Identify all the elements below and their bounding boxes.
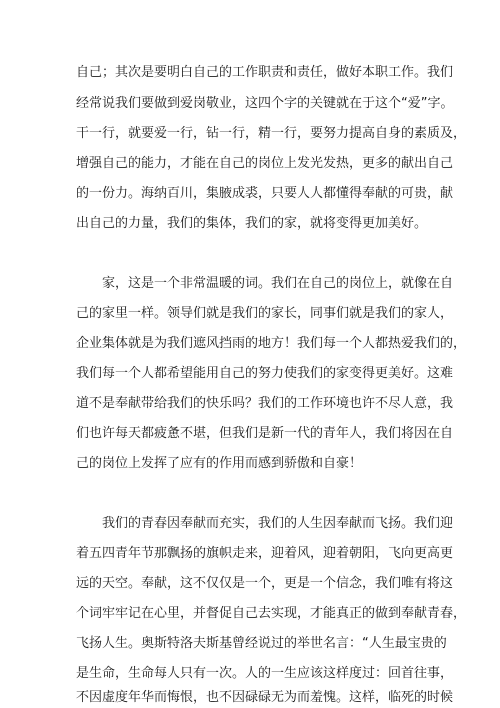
paragraph-3-line-4: 个词牢牢记在心里，并督促自己去实现，才能真正的做到奉献青春， [76,606,467,621]
paragraph-2-line-5: 道不是奉献带给我们的快乐吗？我们的工作环境也许不尽人意，我 [76,396,454,411]
paragraph-2-line-3: 企业集体就是为我们遮风挡雨的地方！我们每一个人都热爱我们的， [76,336,467,351]
paragraph-1-line-3: 干一行，就要爱一行，钻一行，精一行，要努力提高自身的素质及， [76,126,467,141]
paragraph-3-line-5: 飞扬人生。奥斯特洛夫斯基曾经说过的举世名言：“人生最宝贵的 [76,636,447,651]
paragraph-2-line-2: 己的家里一样。领导们就是我们的家长，同事们就是我们的家人， [76,306,454,321]
paragraph-2-line-6: 们也许每天都疲惫不堪，但我们是新一代的青年人，我们将因在自 [76,426,454,441]
paragraph-1-line-4: 增强自己的能力，才能在自己的岗位上发光发热，更多的献出自己 [76,156,454,171]
paragraph-3-line-2: 着五四青年节那飘扬的旗帜走来，迎着风，迎着朝阳，飞向更高更 [76,546,454,561]
paragraph-3-line-1: 我们的青春因奉献而充实，我们的人生因奉献而飞扬。我们迎 [102,516,454,531]
paragraph-2-line-7: 己的岗位上发挥了应有的作用而感到骄傲和自豪！ [76,456,363,471]
paragraph-1-line-6: 出自己的力量，我们的集体，我们的家，就将变得更加美好。 [76,216,428,231]
paragraph-2-line-4: 我们每一个人都希望能用自己的努力使我们的家变得更美好。这难 [76,366,454,381]
paragraph-3-line-7: 不因虚度年华而悔恨，也不因碌碌无为而羞愧。这样，临死的时候 [76,690,454,705]
paragraph-1-line-1: 自己；其次是要明白自己的工作职责和责任，做好本职工作。我们 [76,65,454,80]
paragraph-1-line-5: 的一份力。海纳百川，集腋成裘，只要人人都懂得奉献的可贵，献 [76,186,454,201]
paragraph-3-line-3: 远的天空。奉献，这不仅仅是一个，更是一个信念，我们唯有将这 [76,576,454,591]
paragraph-1-line-2: 经常说我们要做到爱岗敬业，这四个字的关键就在于这个“爱”字。 [76,96,454,111]
paragraph-2-line-1: 家，这是一个非常温暖的词。我们在自己的岗位上，就像在自 [102,276,454,291]
paragraph-3-line-6: 是生命，生命每人只有一次。人的一生应该这样度过：回首往事， [76,666,454,681]
